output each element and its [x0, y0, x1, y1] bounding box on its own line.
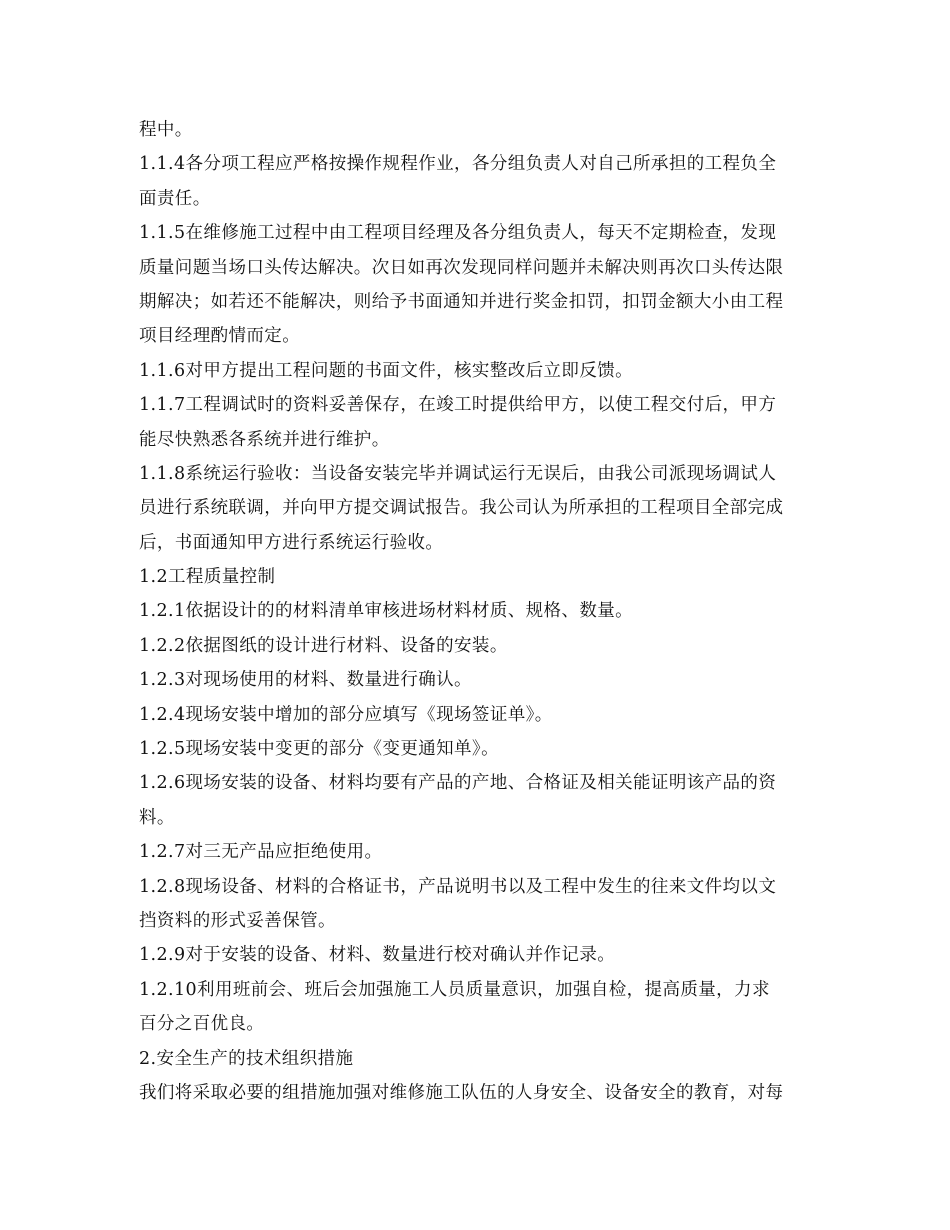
- text-line: 1.2.5现场安装中变更的部分《变更通知单》。: [139, 739, 499, 760]
- text-line: 1.1.7工程调试时的资料妥善保存，在竣工时提供给甲方，以使工程交付后，甲方: [139, 395, 777, 416]
- text-line: 1.1.5在维修施工过程中由工程项目经理及各分组负责人，每天不定期检查，发现: [139, 223, 777, 244]
- section-heading: 1.2工程质量控制: [139, 567, 276, 588]
- text-line: 程中。: [139, 120, 193, 140]
- text-line: 质量问题当场口头传达解决。次日如再次发现同样问题并未解决则再次口头传达限: [139, 257, 784, 278]
- text-line: 员进行系统联调，并向甲方提交调试报告。我公司认为所承担的工程项目全部完成: [139, 498, 784, 519]
- text-line: 我们将采取必要的组措施加强对维修施工队伍的人身安全、设备安全的教育，对每: [139, 1082, 784, 1103]
- text-line: 1.2.1依据设计的的材料清单审核进场材料材质、规格、数量。: [139, 601, 634, 622]
- text-line: 后，书面通知甲方进行系统运行验收。: [139, 532, 444, 553]
- text-line: 1.2.10利用班前会、班后会加强施工人员质量意识，加强自检，提高质量，力求: [139, 979, 770, 1000]
- text-line: 1.2.7对三无产品应拒绝使用。: [139, 842, 383, 863]
- text-line: 1.2.6现场安装的设备、材料均要有产品的产地、合格证及相关能证明该产品的资: [139, 773, 777, 794]
- text-line: 能尽快熟悉各系统并进行维护。: [139, 429, 390, 450]
- text-line: 百分之百优良。: [139, 1014, 265, 1035]
- text-line: 1.1.8系统运行验收：当设备安装完毕并调试运行无误后，由我公司派现场调试人: [139, 463, 777, 484]
- section-heading: 2.安全生产的技术组织措施: [139, 1048, 354, 1069]
- text-line: 项目经理酌情而定。: [139, 326, 301, 347]
- text-line: 1.2.4现场安装中增加的部分应填写《现场签证单》。: [139, 704, 553, 725]
- text-line: 面责任。: [139, 188, 211, 209]
- text-line: 1.2.9对于安装的设备、材料、数量进行校对确认并作记录。: [139, 945, 616, 966]
- text-line: 料。: [139, 807, 175, 828]
- text-line: 挡资料的形式妥善保管。: [139, 910, 336, 931]
- text-line: 1.2.2依据图纸的设计进行材料、设备的安装。: [139, 635, 508, 656]
- text-line: 期解决；如若还不能解决，则给予书面通知并进行奖金扣罚，扣罚金额大小由工程: [139, 291, 784, 312]
- text-line: 1.2.8现场设备、材料的合格证书，产品说明书以及工程中发生的往来文件均以文: [139, 876, 777, 897]
- document-body: [139, 113, 819, 1110]
- text-line: 1.1.4各分项工程应严格按操作规程作业，各分组负责人对自己所承担的工程负全: [139, 154, 777, 175]
- text-line: 1.2.3对现场使用的材料、数量进行确认。: [139, 670, 472, 691]
- text-line: 1.1.6对甲方提出工程问题的书面文件，核实整改后立即反馈。: [139, 360, 634, 381]
